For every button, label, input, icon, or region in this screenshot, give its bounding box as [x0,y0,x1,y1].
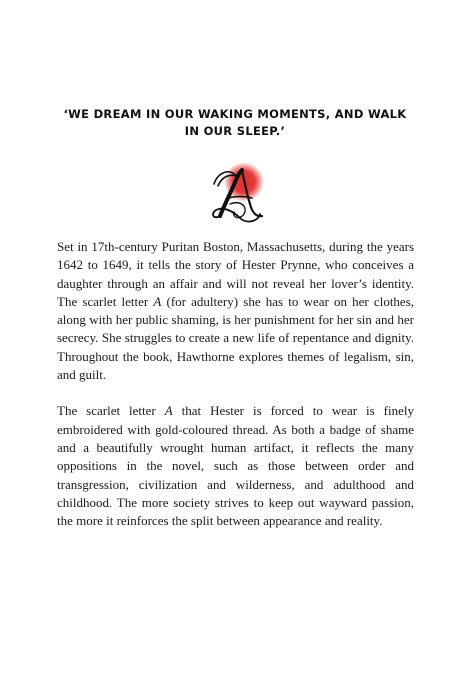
paragraph-symbolism-text-2: that Hester is forced to wear is finely embroidered with gold-coloured thread. As both a badge of shame and a beautifully wrought human artifact, it reflects the many oppositions in the novel, such as those between order and transgression, civilization and wilderness, and adulthood and childhood. The more society strives to keep out wayward passion, the more it reinforces the split between appearance and reality. [57,403,414,529]
scarlet-letter-italic: A [153,293,162,309]
paragraph-symbolism [57,402,414,530]
paragraph-synopsis [57,238,414,384]
paragraph-synopsis-text-2: (for adultery) she has to wear on her clothes, along with her public shaming, is her punishment for her sin and her secrecy. She struggles to create a new life of repentance and dignity. Throughout the book, Hawthorne explores themes of legalism, sin, and guilt. [57,293,415,383]
paragraph-synopsis-text-1: Set in 17th-century Puritan Boston, Massachusetts, during the years 1642 to 1649, it tells the story of Hester Prynne, who conceives a daughter through an affair and will not reveal her lover’s identity. The scarlet letter [57,239,414,309]
scarlet-letter-emblem-icon [200,160,274,226]
epigraph-quote: ‘WE DREAM IN OUR WAKING MOMENTS, AND WALK IN OUR SLEEP.’ [63,107,407,138]
body-text [57,238,414,548]
paragraph-symbolism-text-1: The scarlet letter [57,403,165,419]
scarlet-letter-italic: A [164,403,173,419]
